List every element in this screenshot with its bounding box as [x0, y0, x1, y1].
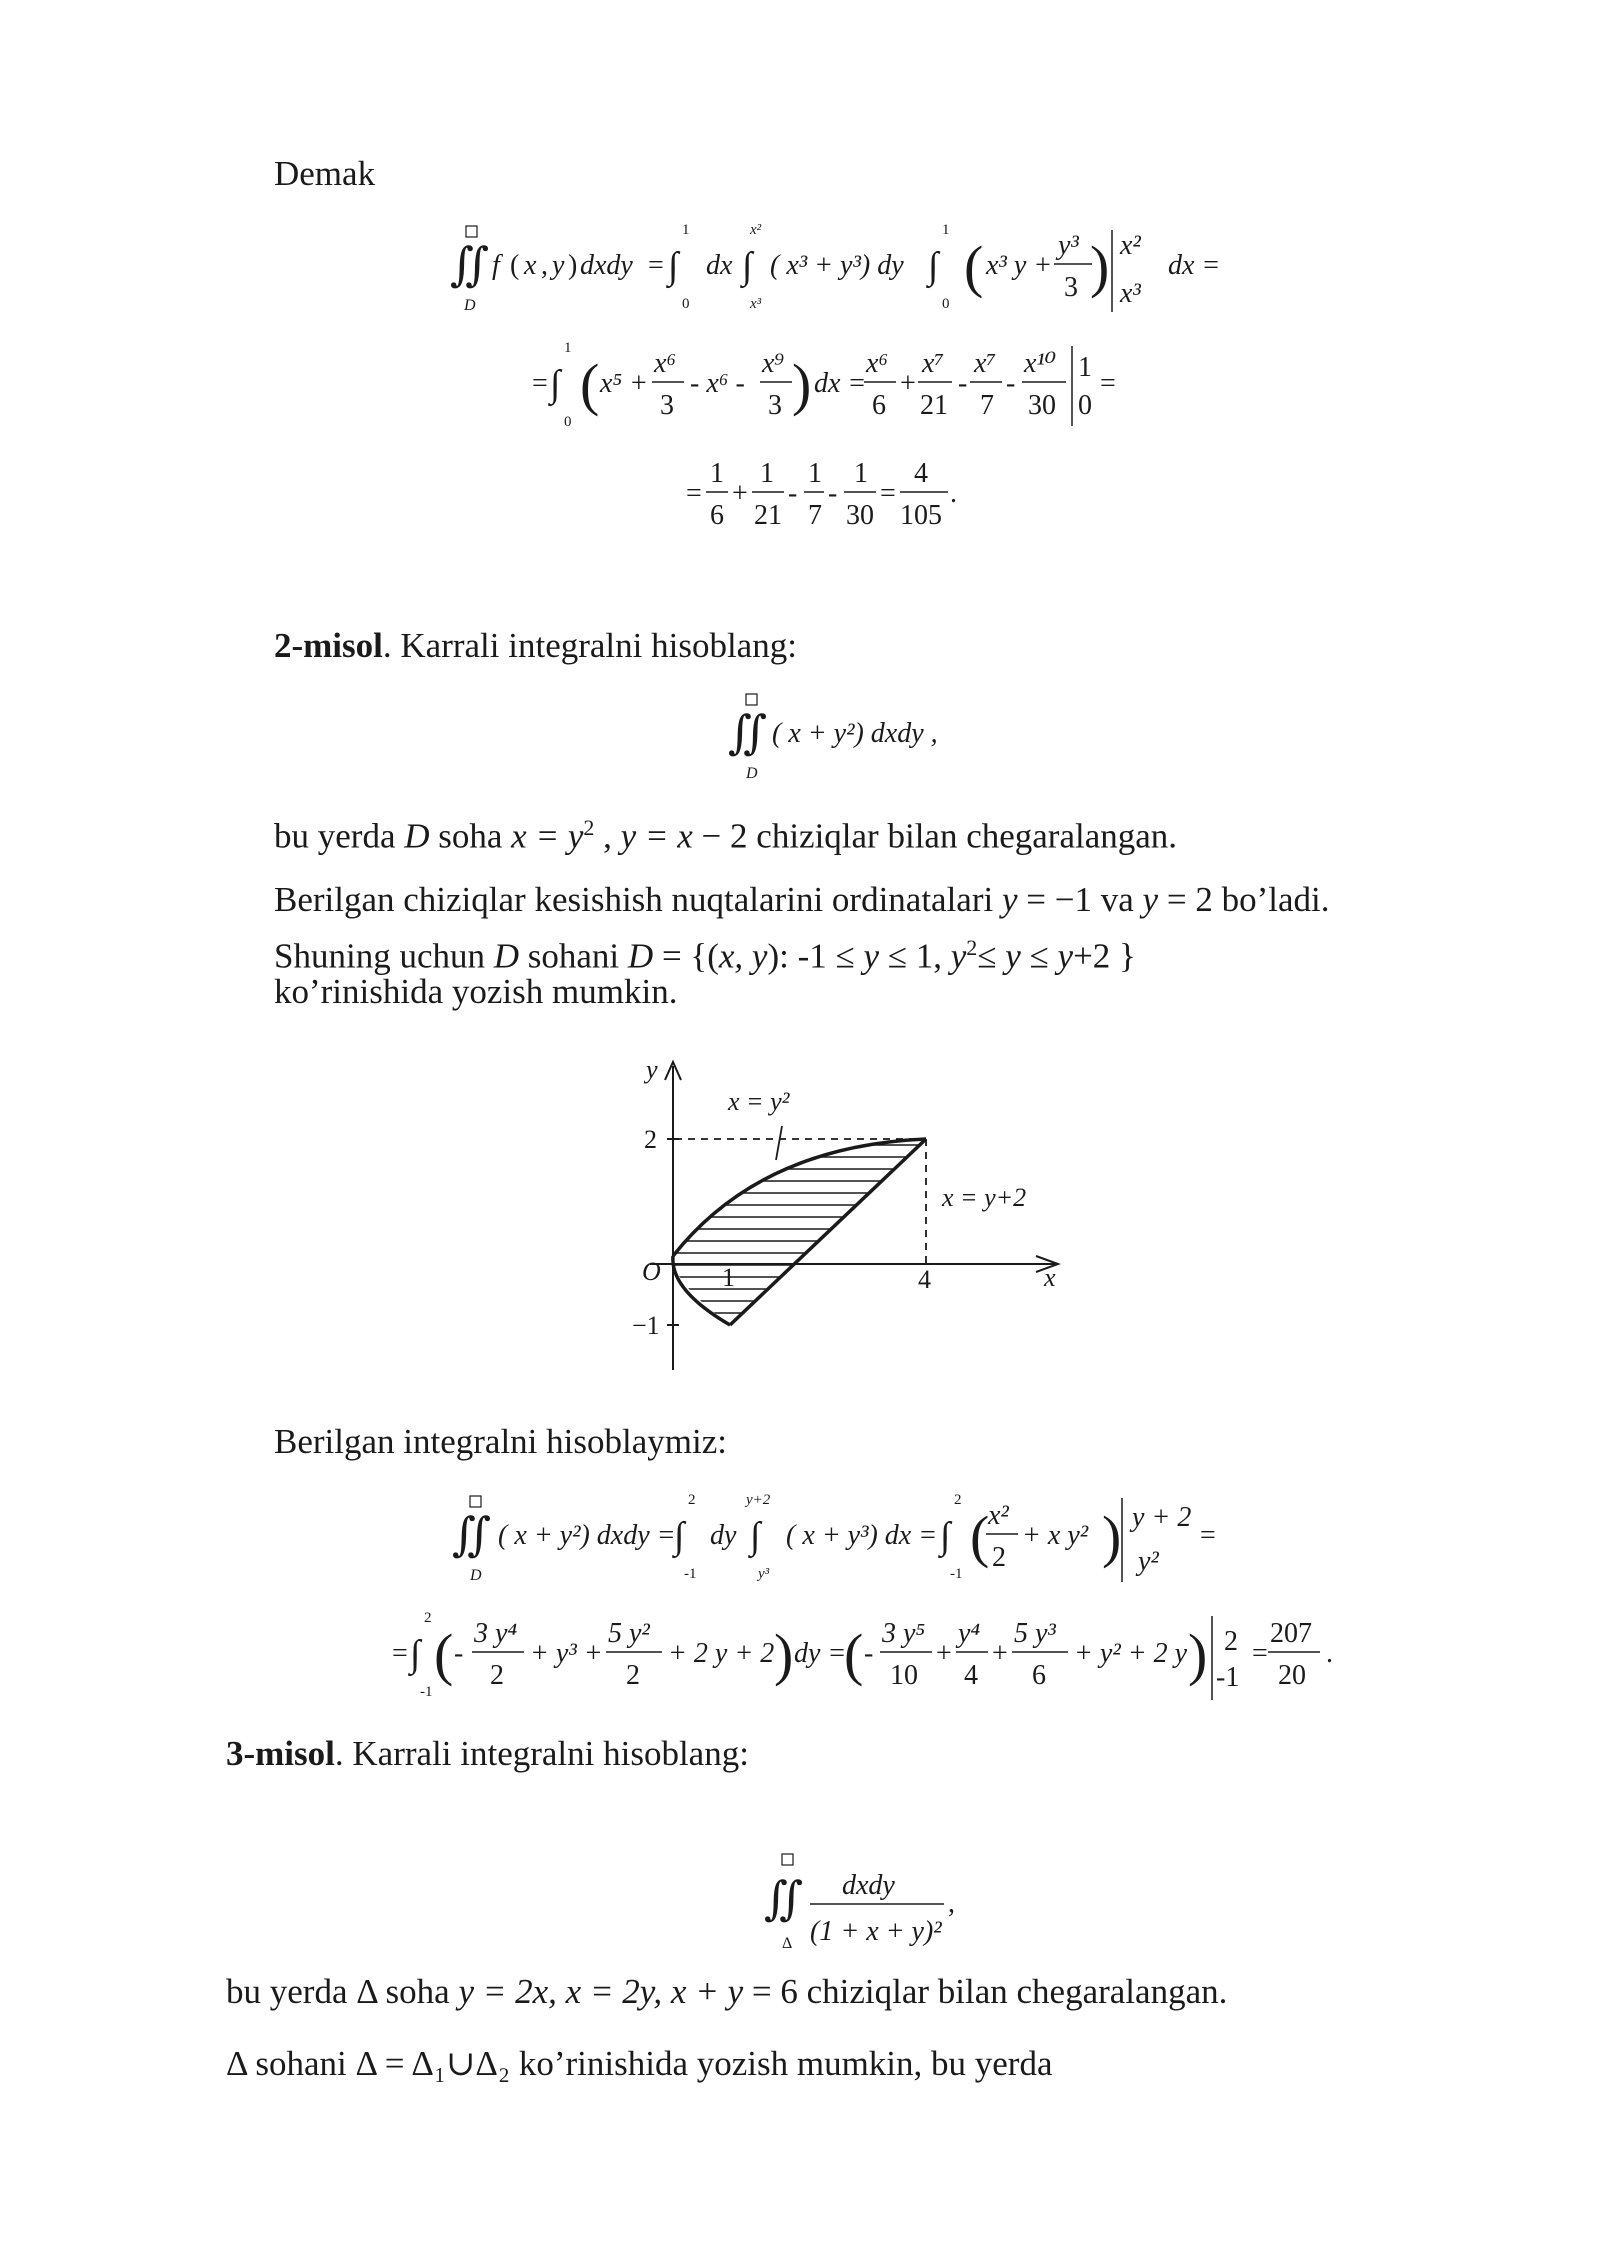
fraction-numerator: 5 y³ — [1014, 1618, 1056, 1649]
domain-label: D — [464, 297, 476, 314]
math-symbol: y — [1005, 936, 1021, 976]
math-dx: dx — [706, 250, 733, 281]
limit-lower: y³ — [758, 1566, 770, 1582]
region-figure — [620, 1050, 1080, 1380]
big-paren-right: ) — [1102, 1504, 1122, 1569]
integral-sign: ∫ — [742, 245, 753, 287]
math-minus: - — [864, 1638, 874, 1669]
limit-lower: -1 — [420, 1684, 433, 1700]
math-symbol: y — [1001, 880, 1018, 919]
math-minus: - — [828, 478, 838, 509]
paragraph-delta-domain — [226, 1970, 1227, 2014]
domain-label: D — [746, 765, 758, 782]
math-superscript: 2 — [583, 815, 595, 840]
math-equals: = — [392, 1638, 408, 1669]
fraction-denominator: 2 — [992, 1542, 1006, 1573]
math-symbol: y — [1057, 936, 1074, 976]
limit-upper: 1 — [942, 222, 950, 238]
fraction-denominator: (1 + x + y)² — [810, 1916, 942, 1947]
math-symbol: y — [863, 936, 880, 976]
domain-label: D — [470, 1567, 482, 1584]
big-paren-right: ) — [1090, 234, 1110, 299]
eval-lower: x³ — [1120, 278, 1141, 309]
integral-sign: ∫ — [674, 1515, 685, 1557]
text-segment: = −1 va — [1017, 880, 1143, 919]
math-term: + x y² — [1022, 1520, 1089, 1551]
limit-upper: 2 — [954, 1492, 962, 1508]
paragraph-delta-split: Δ sohani Δ = Δ₁∪Δ₂ ko’rinishida yozish mumkin, bu yerda — [226, 2044, 1053, 2083]
math-paren: ( — [510, 250, 520, 281]
math-integrand: ( x + y³) dx = — [786, 1520, 938, 1551]
math-minus: - — [788, 478, 798, 509]
math-dy-equals: dy = — [794, 1638, 847, 1669]
fraction-denominator: 21 — [920, 390, 948, 421]
big-paren-right: ) — [1188, 1622, 1208, 1687]
math-superscript: 2 — [966, 935, 978, 960]
eval-upper: y + 2 — [1132, 1502, 1192, 1533]
paragraph-compute: Berilgan integralni hisoblaymiz: — [274, 1422, 727, 1461]
text-segment: ≤ 1, — [879, 936, 951, 976]
fraction-numerator: x² — [988, 1500, 1009, 1531]
fraction-numerator: x⁹ — [762, 348, 785, 379]
integral-sign: ∫ — [940, 1515, 951, 1557]
fraction-denominator: 2 — [626, 1660, 640, 1691]
limit-upper: y+2 — [746, 1492, 771, 1508]
double-integral-sign: ∬ — [450, 239, 490, 290]
fraction-numerator: dxdy — [842, 1870, 895, 1901]
integral-sign: ∫ — [410, 1633, 421, 1675]
tick-label-4: 4 — [918, 1265, 931, 1294]
fraction-denominator: 2 — [490, 1660, 504, 1691]
math-integrand: ( x + y²) dxdy , — [772, 718, 938, 749]
fraction-denominator: 105 — [900, 500, 942, 531]
math-dx-equals: dx = — [1168, 250, 1221, 281]
eval-lower: y² — [1138, 1546, 1159, 1577]
fraction-denominator: 4 — [964, 1660, 978, 1691]
x-axis-label: x — [1044, 1263, 1056, 1292]
math-term: x³ y + — [986, 250, 1053, 281]
limit-lower: -1 — [950, 1566, 963, 1582]
text-segment: soha — [429, 816, 512, 856]
math-paren: ) — [568, 250, 578, 281]
math-plus: + — [732, 478, 748, 509]
math-minus: - — [958, 368, 968, 399]
math-equals: = — [880, 478, 896, 509]
fraction-numerator: 5 y² — [608, 1618, 650, 1649]
double-integral-sign: ∬ — [728, 707, 768, 758]
math-integrand: ( x + y²) dxdy = — [498, 1520, 676, 1551]
math-period: . — [950, 478, 957, 509]
math-integrand: ( x³ + y³) dy — [770, 250, 904, 281]
line-label: x = y+2 — [942, 1183, 1027, 1212]
eval-upper: x² — [1120, 230, 1141, 261]
fraction-numerator: 1 — [854, 458, 868, 489]
tick-label-1: 1 — [722, 1263, 735, 1292]
text-segment: = 6 chiziqlar bilan chegaralangan. — [743, 1972, 1228, 2011]
math-term: + y³ + — [530, 1638, 603, 1669]
math-symbol: D — [404, 816, 430, 856]
big-paren-left: ( — [844, 1622, 864, 1687]
math-comma: , — [948, 1888, 955, 1919]
text-segment: = 2 bo’ladi. — [1158, 880, 1330, 919]
equation-example-2 — [720, 690, 980, 790]
math-symbol: D — [627, 936, 654, 976]
origin-label: O — [642, 1257, 661, 1286]
math-dx-equals: dx = — [814, 368, 867, 399]
paragraph-intersection-line3: ko’rinishida yozish mumkin. — [274, 972, 678, 1011]
math-minus: - — [1006, 368, 1016, 399]
equation-example-1 — [440, 212, 1240, 542]
integral-sign: ∫ — [928, 245, 939, 287]
eval-lower: -1 — [1216, 1662, 1240, 1693]
integral-sign: ∫ — [550, 363, 561, 405]
math-plus: + — [900, 368, 916, 399]
text-segment: ): -1 ≤ — [767, 936, 864, 976]
fraction-numerator: 1 — [760, 458, 774, 489]
text-segment: ≤ — [977, 936, 1006, 976]
limit-lower: 0 — [564, 414, 572, 430]
fraction-numerator: 207 — [1270, 1618, 1312, 1649]
square-glyph — [746, 694, 757, 705]
fraction-denominator: 7 — [808, 500, 822, 531]
limit-upper: 2 — [688, 1492, 696, 1508]
limit-lower: -1 — [684, 1566, 697, 1582]
math-expression: x = y — [511, 816, 584, 856]
region-hatching — [620, 1145, 1020, 1313]
fraction-denominator: 10 — [890, 1660, 918, 1691]
text-segment: Berilgan chiziqlar kesishish nuqtalarini ordinatalari — [274, 880, 1002, 919]
fraction-denominator: 7 — [980, 390, 994, 421]
fraction-denominator: 3 — [768, 390, 782, 421]
text-segment: = {( — [653, 936, 719, 976]
tick-label-m1: −1 — [632, 1311, 660, 1340]
square-glyph — [470, 1496, 481, 1507]
fraction-numerator: y⁴ — [958, 1618, 981, 1649]
big-paren-left: ( — [580, 352, 600, 417]
fraction-denominator: 30 — [1028, 390, 1056, 421]
math-equals: = — [1200, 1520, 1216, 1551]
text-segment: sohani — [519, 936, 628, 976]
fraction-denominator: 20 — [1278, 1660, 1306, 1691]
y-axis-label: y — [646, 1055, 658, 1084]
limit-upper: 1 — [564, 340, 572, 356]
math-comma: , — [541, 250, 548, 281]
limit-upper: 1 — [682, 222, 690, 238]
paragraph-domain-definition — [274, 806, 1177, 859]
big-paren-right: ) — [792, 352, 812, 417]
fraction-denominator: 3 — [1064, 272, 1078, 303]
fraction-denominator: 21 — [754, 500, 782, 531]
fraction-numerator: y³ — [1058, 230, 1079, 261]
fraction-numerator: 3 y⁴ — [474, 1618, 518, 1649]
example-3-heading — [226, 1732, 749, 1776]
fraction-denominator: 6 — [1032, 1660, 1046, 1691]
limit-upper: 2 — [424, 1610, 432, 1626]
text-segment: ≤ — [1020, 936, 1058, 976]
fraction-numerator: 3 y⁵ — [882, 1618, 926, 1649]
fraction-denominator: 3 — [660, 390, 674, 421]
integral-sign: ∫ — [750, 1515, 761, 1557]
math-term: x⁵ + — [600, 368, 649, 399]
paragraph-demak: Demak — [274, 154, 376, 193]
paragraph-intersection-line1 — [274, 878, 1329, 922]
math-symbol: y — [1142, 880, 1159, 919]
big-paren-left: ( — [970, 1504, 990, 1569]
fraction-denominator: 30 — [846, 500, 874, 531]
math-minus: - — [454, 1638, 464, 1669]
math-x: x — [524, 250, 537, 281]
example-2-heading — [274, 624, 797, 668]
fraction-numerator: 4 — [914, 458, 928, 489]
example-3-text: . Karrali integralni hisoblang: — [334, 1734, 749, 1773]
math-period: . — [1326, 1638, 1333, 1669]
text-segment: +2 } — [1073, 936, 1136, 976]
fraction-numerator: x¹⁰ — [1024, 348, 1057, 379]
math-term: + y² + 2 y — [1074, 1638, 1188, 1669]
math-plus: + — [992, 1638, 1008, 1669]
text-segment: Shuning uchun — [274, 936, 494, 976]
math-equals: = — [648, 250, 664, 281]
example-3-label: 3-misol — [226, 1734, 335, 1773]
text-segment: bu yerda — [274, 816, 405, 856]
math-symbol: D — [493, 936, 520, 976]
square-glyph — [782, 1854, 793, 1865]
integral-sign: ∫ — [668, 245, 679, 287]
math-term: + 2 y + 2 — [668, 1638, 775, 1669]
line-curve — [730, 1139, 926, 1325]
math-dy: dy — [710, 1520, 737, 1551]
big-paren-right: ) — [774, 1622, 794, 1687]
text-segment: bu yerda Δ soha — [226, 1972, 459, 2011]
math-expression: y = 2x, x = 2y, x + y — [458, 1972, 744, 2011]
parabola-label: x = y² — [728, 1087, 790, 1116]
math-equals: = — [1100, 368, 1116, 399]
fraction-numerator: x⁷ — [974, 348, 997, 379]
eval-upper: 1 — [1078, 352, 1092, 383]
text-segment: − 2 chiziqlar bilan chegaralangan. — [692, 816, 1178, 856]
limit-lower: 0 — [942, 296, 950, 312]
math-term: - x⁶ - — [690, 368, 745, 399]
limit-upper: x² — [750, 222, 762, 238]
math-symbol: x, y — [718, 936, 768, 976]
math-equals: = — [532, 368, 548, 399]
leader-parabola — [776, 1126, 782, 1160]
fraction-numerator: x⁶ — [866, 348, 889, 379]
double-integral-sign: ∬ — [452, 1509, 492, 1560]
math-symbol: y — [950, 936, 967, 976]
domain-label: Δ — [782, 1935, 793, 1952]
eval-upper: 2 — [1224, 1626, 1238, 1657]
equation-example-3 — [760, 1848, 980, 1968]
fraction-numerator: x⁶ — [654, 348, 677, 379]
fraction-numerator: 1 — [808, 458, 822, 489]
limit-lower: x³ — [750, 296, 762, 312]
math-expression: y = x — [620, 816, 693, 856]
math-equals: = — [686, 478, 702, 509]
fraction-denominator: 6 — [872, 390, 886, 421]
text-segment: , — [594, 816, 621, 856]
limit-lower: 0 — [682, 296, 690, 312]
math-plus: + — [936, 1638, 952, 1669]
fraction-numerator: 1 — [710, 458, 724, 489]
big-paren-left: ( — [434, 1622, 454, 1687]
math-dxdy: dxdy — [580, 250, 633, 281]
big-paren-left: ( — [964, 234, 984, 299]
fraction-denominator: 6 — [710, 500, 724, 531]
equation-example-2-solution — [380, 1482, 1360, 1712]
fraction-numerator: x⁷ — [922, 348, 945, 379]
math-f: f — [492, 250, 500, 281]
example-2-text: . Karrali integralni hisoblang: — [382, 626, 797, 665]
double-integral-sign: ∬ — [764, 1873, 804, 1924]
math-y: y — [552, 250, 565, 281]
tick-label-2: 2 — [644, 1125, 657, 1154]
example-2-label: 2-misol — [274, 626, 383, 665]
eval-lower: 0 — [1078, 390, 1092, 421]
math-equals: = — [1252, 1638, 1268, 1669]
